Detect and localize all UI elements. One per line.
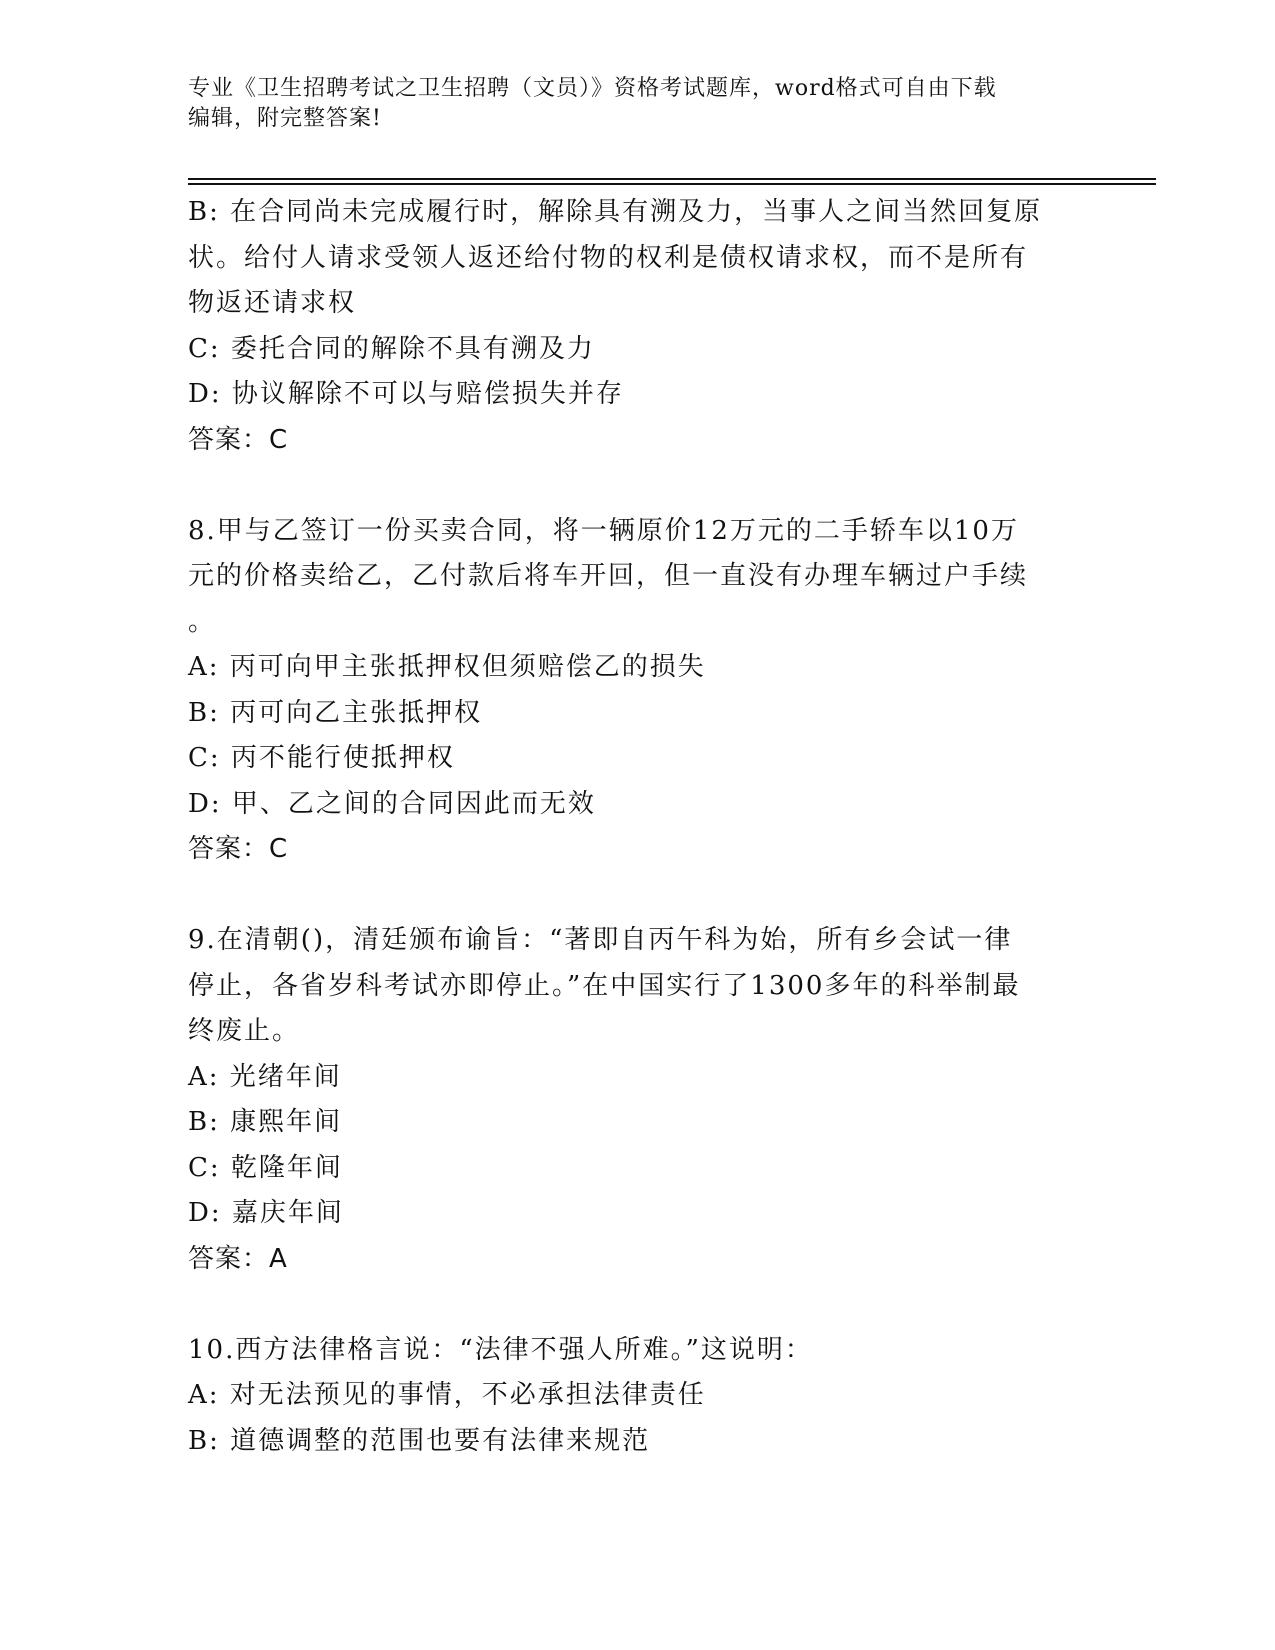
option-a: A: 光绪年间 [188,1061,342,1092]
question-7-tail [188,190,1088,463]
option-b: B: 丙可向乙主张抵押权 [188,697,483,728]
option-c: C: 丙不能行使抵押权 [188,743,455,773]
spacer [188,1282,1088,1328]
option-b: B: 康熙年间 [188,1107,343,1137]
question-stem-line-3: 。 [188,606,217,637]
answer: 答案：C [188,834,289,864]
spacer [188,463,1088,509]
option-d: D: 甲、乙之间的合同因此而无效 [188,788,596,819]
option-d: D: 嘉庆年间 [188,1198,344,1228]
question-stem-line-1: 9.在清朝()，清廷颁布谕旨：“著即自丙午科为始，所有乡会试一律 [188,925,1013,955]
question-9 [188,918,1088,1282]
question-stem-line-3: 终废止。 [188,1016,301,1046]
answer: 答案：A [188,1243,288,1274]
option-a: A: 对无法预见的事情，不必承担法律责任 [188,1380,706,1410]
question-stem-line-1: 10.西方法律格言说：“法律不强人所难。”这说明： [188,1334,813,1365]
question-8 [188,509,1088,873]
option-c: C: 乾隆年间 [188,1152,343,1183]
question-stem-line-2: 元的价格卖给乙，乙付款后将车开回，但一直没有办理车辆过户手续 [188,561,1029,591]
spacer [188,873,1088,919]
option-a: A: 丙可向甲主张抵押权但须赔偿乙的损失 [188,652,706,682]
question-list [188,190,1088,1464]
option-b-line-3: 物返还请求权 [188,288,357,318]
option-c: C: 委托合同的解除不具有溯及力 [188,333,595,364]
option-b-line-2: 状。给付人请求受领人返还给付物的权利是债权请求权，而不是所有 [188,242,1029,273]
option-b: B: 道德调整的范围也要有法律来规范 [188,1425,651,1456]
header-divider-bottom [188,183,1156,185]
header-line-1: 专业《卫生招聘考试之卫生招聘（文员）》资格考试题库，word格式可自由下载 [188,76,997,101]
header-line-2: 编辑，附完整答案! [188,106,382,131]
question-stem-line-1: 8.甲与乙签订一份买卖合同，将一辆原价12万元的二手轿车以10万 [188,515,1019,546]
header-divider-top [188,178,1156,180]
option-d: D: 协议解除不可以与赔偿损失并存 [188,379,624,409]
document-header [188,74,1088,134]
question-stem-line-2: 停止，各省岁科考试亦即停止。”在中国实行了1300多年的科举制最 [188,970,1021,1001]
answer: 答案：C [188,424,289,455]
question-10 [188,1328,1088,1465]
option-b-line-1: B: 在合同尚未完成履行时，解除具有溯及力，当事人之间当然回复原 [188,197,1043,227]
